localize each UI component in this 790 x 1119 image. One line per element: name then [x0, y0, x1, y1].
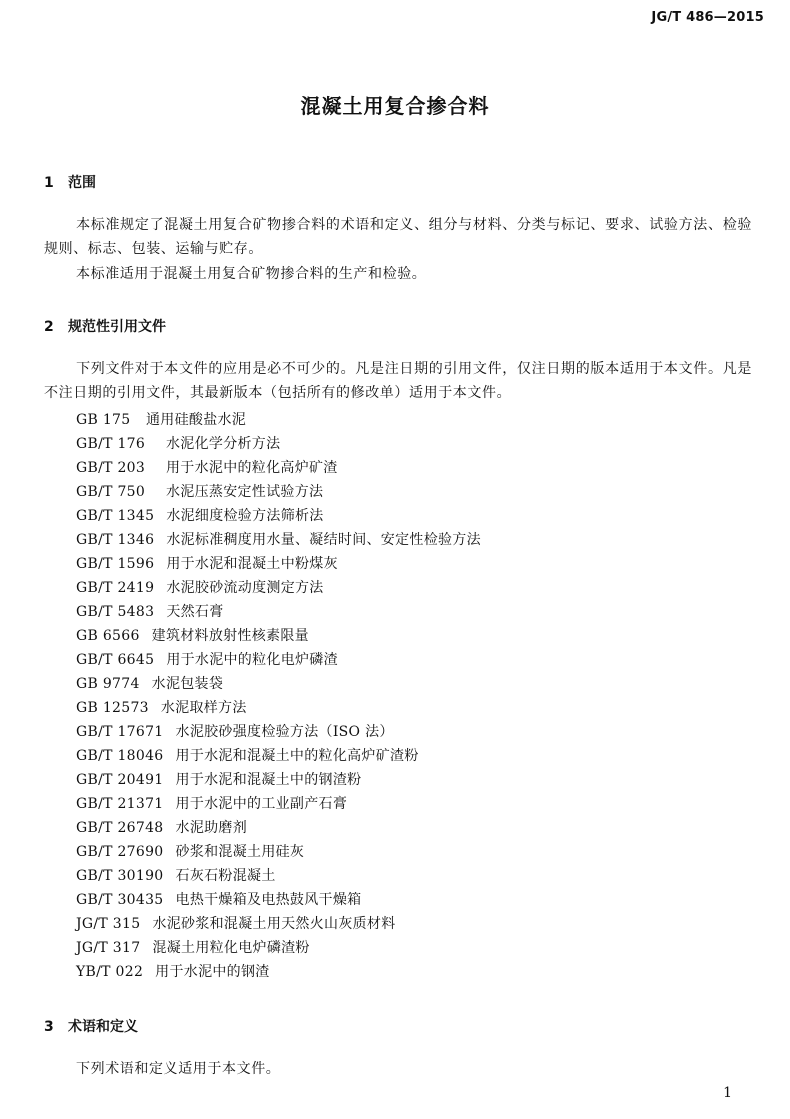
reference-code: GB 175: [76, 412, 131, 428]
reference-item: [76, 504, 481, 528]
reference-title: 水泥胶砂强度检验方法（ISO 法）: [175, 724, 394, 740]
reference-item: [76, 768, 481, 792]
reference-code: GB/T 21371: [76, 796, 164, 812]
reference-title: 混凝土用粒化电炉磷渣粉: [152, 940, 310, 956]
reference-code: GB/T 27690: [76, 844, 164, 860]
reference-code: GB/T 5483: [76, 604, 155, 620]
reference-code: GB/T 26748: [76, 820, 164, 836]
reference-item: [76, 528, 481, 552]
reference-item: [76, 552, 481, 576]
reference-code: GB/T 1346: [76, 532, 155, 548]
reference-title: 用于水泥和混凝土中的粒化高炉矿渣粉: [175, 748, 419, 764]
section-3-intro: [44, 1057, 752, 1081]
reference-item: [76, 648, 481, 672]
section-2-heading: [44, 316, 166, 336]
section-1-paragraph-2: [44, 262, 752, 286]
section-2-intro-text: 下列文件对于本文件的应用是必不可少的。凡是注日期的引用文件，仅注日期的版本适用于本文件。凡是不注日期的引用文件，其最新版本（包括所有的修改单）适用于本文件。: [44, 361, 752, 401]
reference-code: GB/T 203: [76, 460, 146, 476]
reference-title: 水泥助磨剂: [175, 820, 248, 836]
reference-code: GB/T 750: [76, 484, 146, 500]
reference-code: GB/T 6645: [76, 652, 155, 668]
reference-item: [76, 936, 481, 960]
reference-title: 用于水泥和混凝土中粉煤灰: [166, 556, 338, 572]
reference-title: 用于水泥中的粒化高炉矿渣: [166, 460, 338, 476]
section-3-heading: [44, 1016, 138, 1036]
reference-code: GB/T 18046: [76, 748, 164, 764]
reference-item: [76, 600, 481, 624]
reference-title: 电热干燥箱及电热鼓风干燥箱: [175, 892, 362, 908]
reference-title: 水泥细度检验方法筛析法: [166, 508, 324, 524]
reference-title: 水泥砂浆和混凝土用天然火山灰质材料: [152, 916, 396, 932]
section-1-paragraph-1: [44, 213, 752, 261]
reference-item: [76, 744, 481, 768]
standard-code: JG/T 486—2015: [651, 10, 764, 25]
reference-title: 通用硅酸盐水泥: [146, 412, 247, 428]
reference-item: [76, 792, 481, 816]
reference-item: [76, 816, 481, 840]
reference-code: GB 9774: [76, 676, 140, 692]
reference-code: GB/T 20491: [76, 772, 164, 788]
reference-title: 砂浆和混凝土用硅灰: [175, 844, 305, 860]
reference-code: JG/T 315: [76, 916, 141, 932]
document-title: 混凝土用复合掺合料: [300, 94, 490, 118]
reference-title: 水泥胶砂流动度测定方法: [166, 580, 324, 596]
reference-title: 用于水泥中的粒化电炉磷渣: [166, 652, 338, 668]
reference-title: 水泥压蒸安定性试验方法: [166, 484, 324, 500]
reference-code: GB/T 1596: [76, 556, 155, 572]
reference-item: [76, 696, 481, 720]
reference-code: GB/T 1345: [76, 508, 155, 524]
reference-item: [76, 624, 481, 648]
reference-item: [76, 840, 481, 864]
reference-code: JG/T 317: [76, 940, 141, 956]
reference-title: 用于水泥和混凝土中的钢渣粉: [175, 772, 362, 788]
section-2-number: 2: [44, 319, 54, 335]
section-1-number: 1: [44, 175, 54, 191]
reference-item: [76, 888, 481, 912]
reference-item: [76, 960, 481, 984]
reference-code: GB 6566: [76, 628, 140, 644]
section-3-title: 术语和定义: [68, 1019, 138, 1035]
reference-code: GB/T 30435: [76, 892, 164, 908]
reference-title: 石灰石粉混凝土: [175, 868, 276, 884]
reference-title: 水泥取样方法: [160, 700, 247, 716]
reference-title: 用于水泥中的工业副产石膏: [175, 796, 348, 812]
reference-title: 水泥化学分析方法: [166, 436, 281, 452]
reference-item: [76, 720, 481, 744]
reference-item: [76, 672, 481, 696]
reference-code: GB/T 17671: [76, 724, 164, 740]
normative-reference-list: [76, 408, 481, 984]
reference-item: [76, 864, 481, 888]
section-2-intro: [44, 357, 752, 405]
reference-code: GB/T 176: [76, 436, 146, 452]
reference-title: 水泥包装袋: [151, 676, 224, 692]
reference-code: GB/T 2419: [76, 580, 155, 596]
section-1-heading: [44, 172, 96, 192]
reference-code: GB 12573: [76, 700, 149, 716]
reference-title: 天然石膏: [166, 604, 224, 620]
reference-item: [76, 456, 481, 480]
section-1-title: 范围: [68, 175, 96, 191]
section-2-title: 规范性引用文件: [68, 319, 166, 335]
reference-code: GB/T 30190: [76, 868, 164, 884]
reference-item: [76, 912, 481, 936]
reference-title: 水泥标准稠度用水量、凝结时间、安定性检验方法: [166, 532, 481, 548]
section-3-number: 3: [44, 1019, 54, 1035]
section-1-paragraph-2-text: 本标准适用于混凝土用复合矿物掺合料的生产和检验。: [76, 266, 427, 282]
reference-item: [76, 408, 481, 432]
reference-item: [76, 480, 481, 504]
reference-item: [76, 576, 481, 600]
reference-title: 用于水泥中的钢渣: [155, 964, 270, 980]
reference-item: [76, 432, 481, 456]
section-1-paragraph-1-text: 本标准规定了混凝土用复合矿物掺合料的术语和定义、组分与材料、分类与标记、要求、试验方法、检验规则、标志、包装、运输与贮存。: [44, 217, 752, 257]
section-3-intro-text: 下列术语和定义适用于本文件。: [76, 1061, 281, 1077]
reference-code: YB/T 022: [76, 964, 144, 980]
reference-title: 建筑材料放射性核素限量: [151, 628, 309, 644]
page-number: 1: [723, 1085, 732, 1101]
